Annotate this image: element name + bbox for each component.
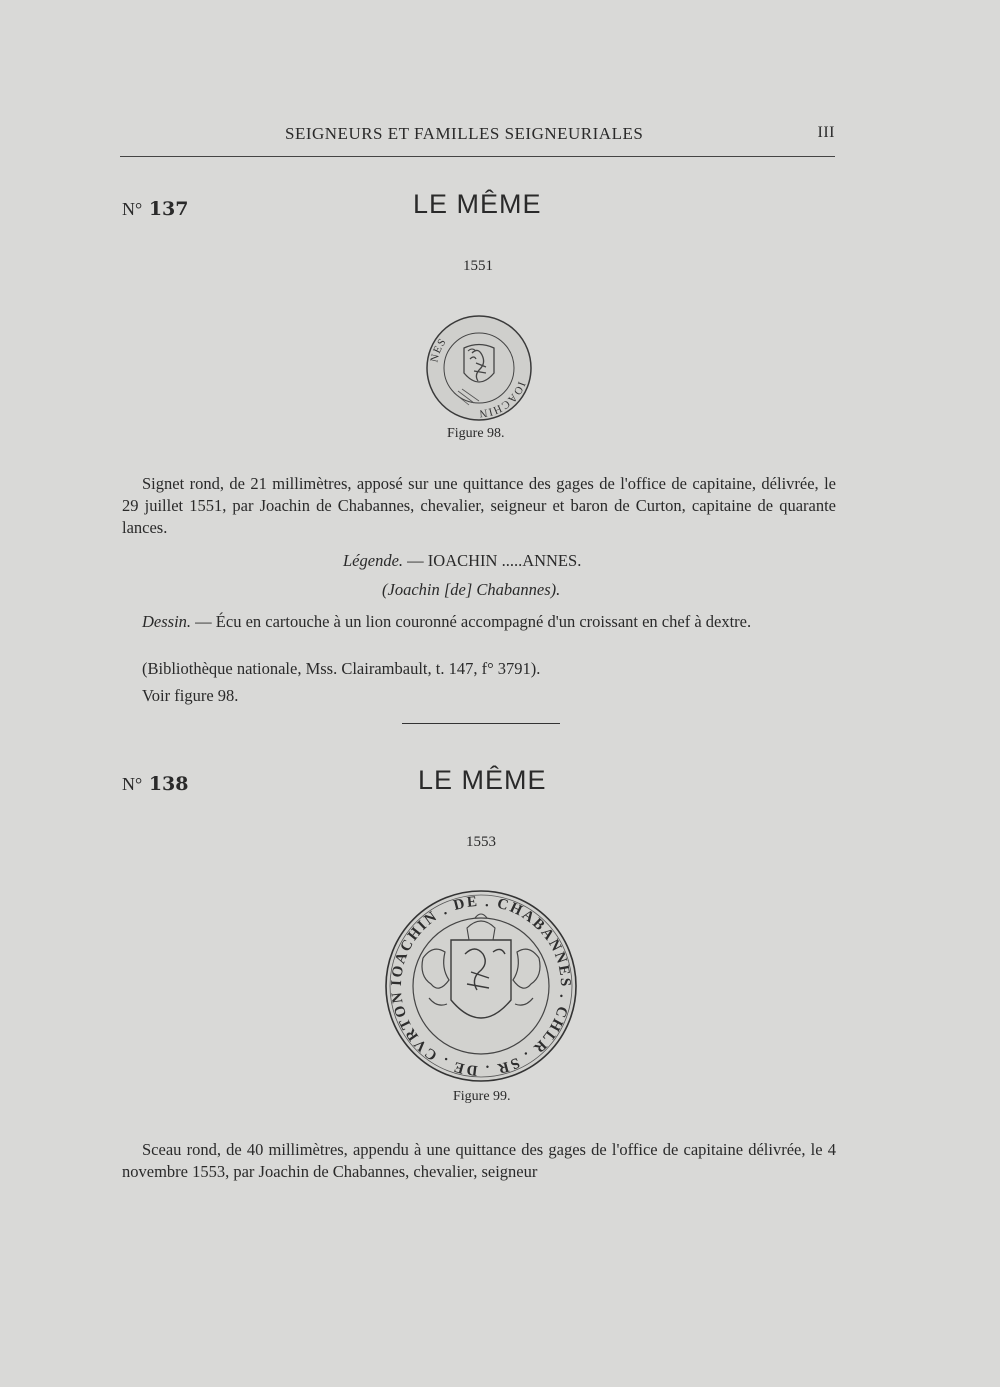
section-separator: [402, 723, 560, 724]
entry-title-138: LE MÊME: [418, 765, 547, 795]
see-figure-137: Voir figure 98.: [142, 686, 239, 705]
legend-137: [343, 551, 581, 571]
legend-reading-137: (Joachin [de] Chabannes).: [382, 580, 561, 599]
running-title: SEIGNEURS ET FAMILLES SEIGNEURIALES: [285, 124, 644, 143]
entry-year-138: 1553: [466, 834, 496, 850]
entry-number-value: 138: [148, 773, 189, 795]
entry-number-137: [122, 198, 189, 220]
seal-figure-99: [383, 888, 579, 1084]
description-137: Signet rond, de 21 millimètres, apposé sur une quittance des gages de l'office de capitaine, délivrée, le 29 juillet 1551, par Joachin de Chabannes, chevalier, seigneur et baron de Curton, capitaine de quarante lances.: [122, 474, 836, 537]
seal-99-legend: IOACHIN . DE . CHABANNES . CHLR . SR . DE . CVRTON: [388, 893, 574, 1079]
seal-figure-98: [424, 313, 534, 423]
entry-year-137: 1551: [463, 258, 493, 274]
entry-title-137: LE MÊME: [413, 189, 542, 219]
dessin-text: — Écu en cartouche à un lion couronné accompagné d'un croissant en chef à dextre.: [195, 612, 752, 631]
entry-number-prefix: N°: [122, 774, 143, 794]
seal-98-legend-left: NES: [428, 335, 450, 364]
entry-number-value: 137: [148, 198, 189, 220]
entry-number-prefix: N°: [122, 199, 143, 219]
figure-caption-99: Figure 99.: [453, 1089, 511, 1104]
figure-caption-98: Figure 98.: [447, 426, 505, 441]
dessin-label: Dessin.: [142, 612, 192, 631]
page-number: III: [817, 124, 835, 141]
legend-label: Légende.: [343, 551, 404, 570]
dessin-137: [122, 611, 836, 633]
source-137: (Bibliothèque nationale, Mss. Clairambault, t. 147, f° 3791).: [142, 659, 541, 678]
seal-98-legend-right: IOACHIN: [477, 379, 528, 420]
legend-text: — IOACHIN .....ANNES.: [407, 551, 582, 570]
description-138: Sceau rond, de 40 millimètres, appendu à une quittance des gages de l'office de capitaine délivrée, le 4 novembre 1553, par Joachin de Chabannes, chevalier, seigneur: [122, 1140, 836, 1181]
entry-number-138: [122, 773, 189, 795]
header-rule: [120, 156, 835, 157]
